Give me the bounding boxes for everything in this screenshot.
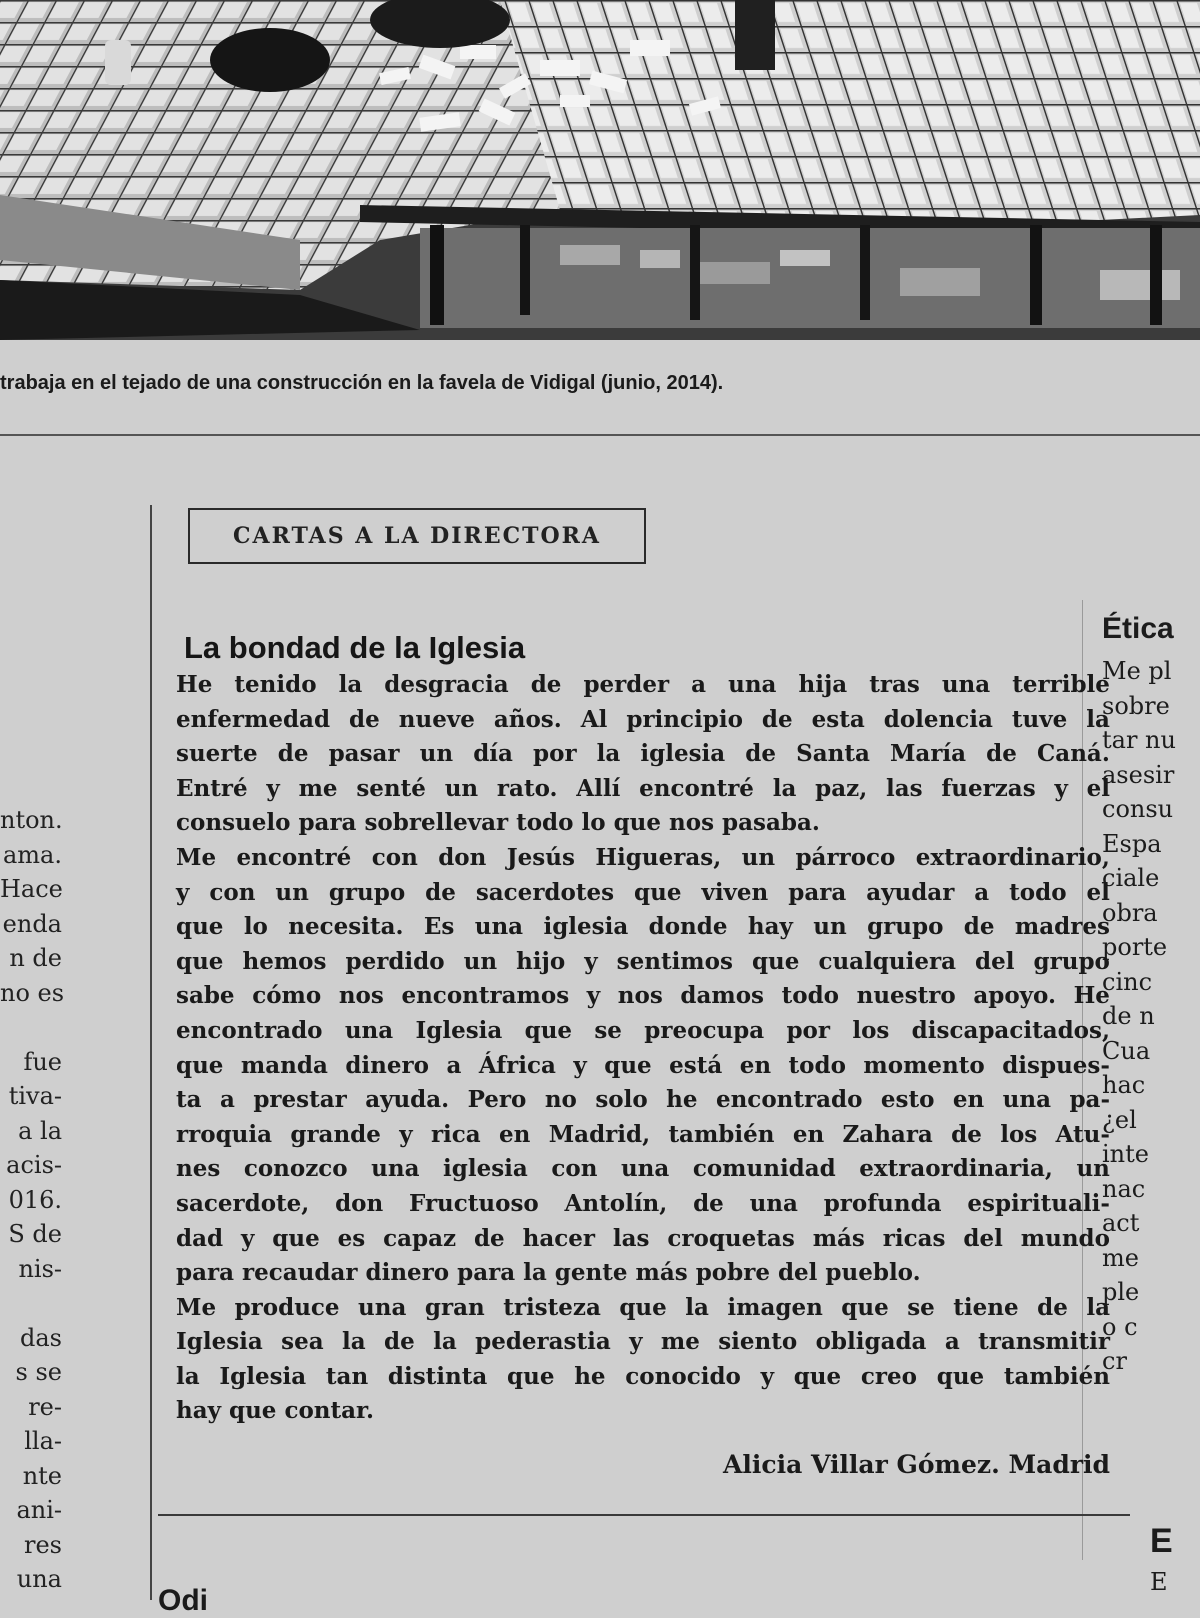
left-column-line: 016. xyxy=(8,1185,62,1214)
letter-line: encontrado una Iglesia que se preocupa por los discapacitados, xyxy=(176,1016,1110,1044)
letter-article xyxy=(176,628,1110,1429)
left-column-line: nton. xyxy=(0,806,63,834)
right-column-line: Cua xyxy=(1102,1036,1151,1065)
letter-line: la Iglesia tan distinta que he conocido y que creo que también xyxy=(176,1362,1110,1390)
letter-line: Me encontré con don Jesús Higueras, un párroco extraordinario, xyxy=(176,843,1110,871)
right-column-heading-2: E xyxy=(1150,1522,1173,1560)
right-column-line: ciale xyxy=(1102,864,1160,892)
article-bottom-divider xyxy=(158,1514,1130,1516)
right-column-line: Me pl xyxy=(1102,657,1172,685)
section-label: CARTAS A LA DIRECTORA xyxy=(232,523,601,549)
letter-line: que hemos perdido un hijo y sentimos que cualquiera del grupo xyxy=(176,947,1110,975)
rooftop-construction-photo xyxy=(0,0,1200,340)
right-column-line: cr xyxy=(1102,1347,1127,1375)
letter-line: Entré y me senté un rato. Allí encontré la paz, las fuerzas y el xyxy=(176,774,1110,802)
left-column-line: res xyxy=(24,1530,62,1559)
right-column-heading: Ética xyxy=(1102,612,1174,645)
left-column-line: no es xyxy=(0,978,65,1007)
left-column-line: lla- xyxy=(24,1427,62,1455)
letter-line: suerte de pasar un día por la iglesia de Santa María de Caná. xyxy=(176,740,1110,768)
letter-line: que lo necesita. Es una iglesia donde hay un grupo de madres xyxy=(176,913,1110,941)
letter-line: hay que contar. xyxy=(176,1397,375,1425)
letter-line: dad y que es capaz de hacer las croquetas más ricas del mundo xyxy=(176,1224,1110,1252)
left-column-line: n de xyxy=(9,944,62,972)
left-column-line: tiva- xyxy=(8,1082,62,1110)
letter-line: rroquia grande y rica en Madrid, también en Zahara de los Atu- xyxy=(176,1120,1110,1148)
left-column-line: s se xyxy=(15,1358,62,1386)
right-column-line: porte xyxy=(1102,933,1168,961)
left-column-line: ani- xyxy=(16,1496,62,1524)
letter-line: para recaudar dinero para la gente más pobre del pueblo. xyxy=(176,1259,921,1287)
caption-divider xyxy=(0,434,1200,436)
left-column-line: S de xyxy=(8,1220,62,1248)
right-column-fragment xyxy=(1102,612,1200,1379)
letter-line: que manda dinero a África y que está en todo momento dispues- xyxy=(176,1051,1110,1079)
column-divider-left xyxy=(150,505,152,1600)
section-label-box xyxy=(188,508,646,564)
right-column-line: consu xyxy=(1102,795,1174,823)
letter-line: consuelo para sobrellevar todo lo que nos pasaba. xyxy=(176,809,820,837)
right-column-line: Espa xyxy=(1102,829,1162,858)
right-column-line: ¿el xyxy=(1102,1105,1137,1134)
left-column-line xyxy=(0,1286,62,1321)
left-column-line: nte xyxy=(22,1461,62,1490)
left-column-line xyxy=(0,1010,62,1045)
left-column-line: enda xyxy=(2,909,62,938)
letter-line: Iglesia sea la de la pederastia y me siento obligada a transmitir xyxy=(176,1328,1110,1356)
right-column-line-2: E xyxy=(1150,1568,1168,1596)
letter-signature: Alicia Villar Gómez. Madrid xyxy=(722,1450,1110,1479)
letter-line: nes conozco una iglesia con una comunidad extraordinaria, un xyxy=(176,1155,1110,1183)
right-column-line: o c xyxy=(1102,1312,1138,1341)
left-column-line: acis- xyxy=(6,1151,62,1179)
letter-line: sabe cómo nos encontramos y nos damos todo nuestro apoyo. He xyxy=(176,982,1110,1010)
right-column-line: de n xyxy=(1102,1002,1155,1030)
left-column-line: nis- xyxy=(18,1254,62,1283)
letter-title: La bondad de la Iglesia xyxy=(184,630,526,665)
letter-line: sacerdote, don Fructuoso Antolín, de una profunda espirituali- xyxy=(176,1189,1110,1217)
next-article-heading: Odi xyxy=(158,1584,208,1617)
right-column-line: inte xyxy=(1102,1140,1149,1168)
left-column-line: a la xyxy=(18,1116,62,1145)
left-column-fragment xyxy=(0,803,65,1597)
right-column-line: nac xyxy=(1102,1174,1146,1203)
letter-line: Me produce una gran tristeza que la imagen que se tiene de la xyxy=(176,1293,1110,1321)
letter-line: He tenido la desgracia de perder a una hija tras una terrible xyxy=(176,671,1110,698)
right-column-line: tar nu xyxy=(1102,726,1176,754)
right-column-line: hac xyxy=(1102,1071,1146,1099)
article-photo xyxy=(0,0,1200,340)
photo-caption: trabaja en el tejado de una construcción en la favela de Vidigal (junio, 2014). xyxy=(0,372,724,394)
letter-body xyxy=(176,668,1110,1429)
right-column-line: obra xyxy=(1102,898,1158,927)
right-column-line: act xyxy=(1102,1209,1140,1237)
right-column-line: asesir xyxy=(1102,760,1175,789)
left-column-line: re- xyxy=(28,1392,62,1421)
letter-line: ta a prestar ayuda. Pero no solo he encontrado esto en una pa- xyxy=(176,1086,1110,1114)
letter-line: enfermedad de nueve años. Al principio de esta dolencia tuve la xyxy=(176,705,1110,733)
left-column-line: fue xyxy=(23,1047,62,1076)
letter-line: y con un grupo de sacerdotes que viven para ayudar a todo el xyxy=(176,878,1110,906)
left-column-line: ama. xyxy=(2,840,62,869)
left-column-line: das xyxy=(20,1323,62,1352)
right-column-line: sobre xyxy=(1102,691,1170,720)
right-column-line: ple xyxy=(1102,1278,1140,1306)
right-column-line: cinc xyxy=(1102,967,1153,996)
right-column-line: me xyxy=(1102,1243,1139,1272)
left-column-line: una xyxy=(16,1565,62,1593)
left-column-line: Hace xyxy=(0,875,63,903)
